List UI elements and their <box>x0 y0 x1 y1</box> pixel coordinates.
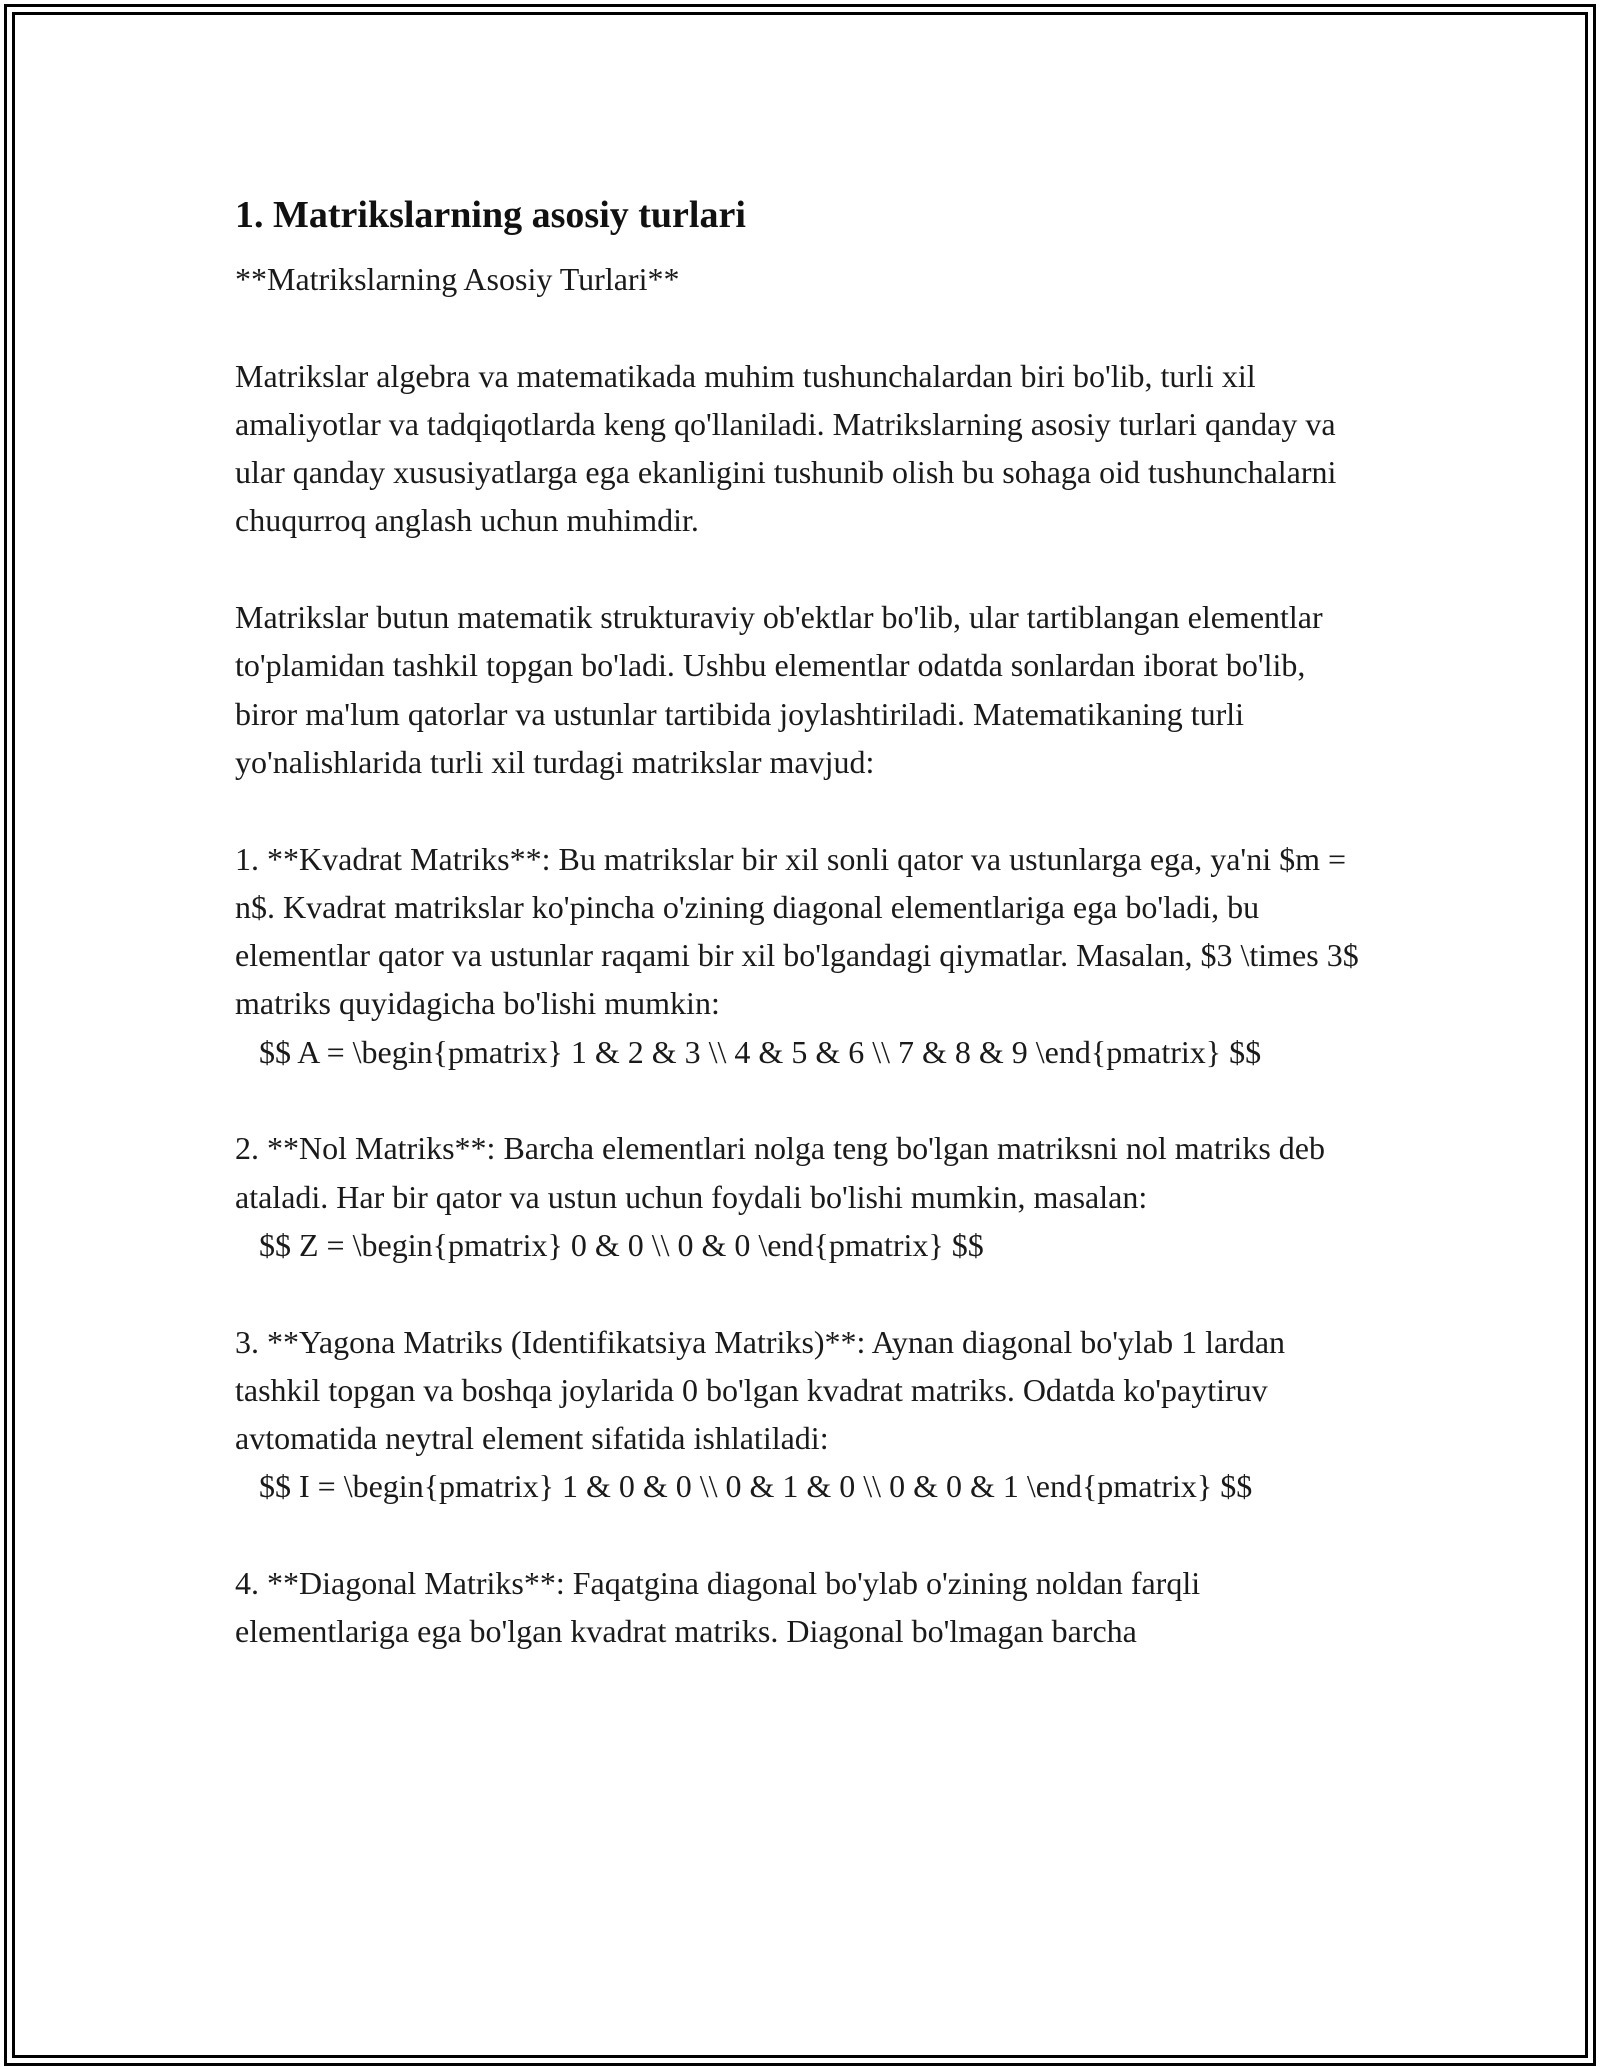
section-heading: 1. Matrikslarning asosiy turlari <box>235 194 746 236</box>
section-body-text: **Matrikslarning Asosiy Turlari** Matrikslar algebra va matematikada muhim tushunchalardan biri bo'lib, turli xil amaliyotlar va tadqiqotlarda keng qo'llaniladi. Matrikslarning asosiy turlari qanday va ular qanday xususiyatlarga ega ekanligini tushunib olish bu sohaga oid tushunchalarni chuqurroq anglash uchun muhimdir. Matrikslar butun matematik strukturaviy ob'ektlar bo'lib, ular tartiblangan elementlar to'plamidan tashkil topgan bo'ladi. Ushbu elementlar odatda sonlardan iborat bo'lib, biror ma'lum qatorlar va ustunlar tartibida joylashtiriladi. Matematikaning turli yo'nalishlarida turli xil turdagi matrikslar mavjud: 1. **Kvadrat Matriks**: Bu matrikslar bir xil sonli qator va ustunlarga ega, ya'ni $m = n$. Kvadrat matrikslar ko'pincha o'zining diagonal elementlariga ega bo'ladi, bu elementlar qator va ustunlar raqami bir xil bo'lgandagi qiymatlar. Masalan, $3 \times 3$ matriks quyidagicha bo'lishi mumkin: $$ A = \begin{pmatrix} 1 & 2 & 3 \\ 4 & 5 & 6 \\ 7 & 8 & 9 \end{pmatrix} $$ 2. **Nol Matriks**: Barcha elementlari nolga teng bo'lgan matriksni nol matriks deb ataladi. Har bir qator va ustun uchun foydali bo'lishi mumkin, masalan: $$ Z = \begin{pmatrix} 0 & 0 \\ 0 & 0 \end{pmatrix} $$ 3. **Yagona Matriks (Identifikatsiya Matriks)**: Aynan diagonal bo'ylab 1 lardan tashkil topgan va boshqa joylarida 0 bo'lgan kvadrat matriks. Odatda ko'paytiruv avtomatida neytral element sifatida ishlatiladi: $$ I = \begin{pmatrix} 1 & 0 & 0 \\ 0 & 1 & 0 \\ 0 & 0 & 1 \end{pmatrix} $$ 4. **Diagonal Matriks**: Faqatgina diagonal bo'ylab o'zining noldan farqli elementlariga ega bo'lgan kvadrat matriks. Diagonal bo'lmagan barcha <box>235 261 1359 1650</box>
document-content <box>235 183 1375 1656</box>
